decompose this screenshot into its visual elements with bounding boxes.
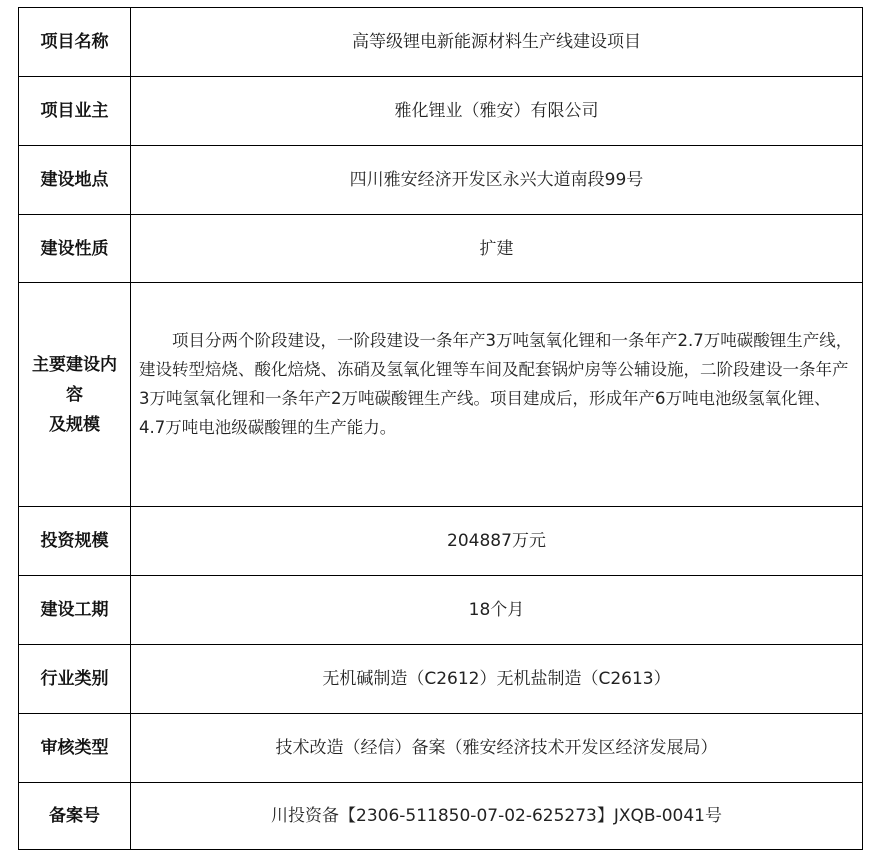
table-row xyxy=(19,576,863,645)
table-row xyxy=(19,146,863,215)
row-label-project-name: 项目名称 xyxy=(19,8,131,77)
row-label-duration: 建设工期 xyxy=(19,576,131,645)
table-row xyxy=(19,783,863,850)
row-value-industry: 无机碱制造（C2612）无机盐制造（C2613） xyxy=(131,645,863,714)
table-row xyxy=(19,77,863,146)
row-label-industry: 行业类别 xyxy=(19,645,131,714)
row-value-filing-number: 川投资备【2306-511850-07-02-625273】JXQB-0041号 xyxy=(131,783,863,850)
row-label-filing-number: 备案号 xyxy=(19,783,131,850)
table-row xyxy=(19,283,863,507)
row-label-nature: 建设性质 xyxy=(19,215,131,283)
row-label-content-scale xyxy=(19,283,131,507)
row-value-duration: 18个月 xyxy=(131,576,863,645)
row-value-nature: 扩建 xyxy=(131,215,863,283)
label-line: 及规模 xyxy=(49,414,100,435)
table-row xyxy=(19,714,863,783)
label-line: 主要建设内 xyxy=(32,354,117,375)
project-info-table xyxy=(18,7,863,850)
table-row xyxy=(19,507,863,576)
row-value-investment: 204887万元 xyxy=(131,507,863,576)
row-value-project-name: 高等级锂电新能源材料生产线建设项目 xyxy=(131,8,863,77)
row-label-review-type: 审核类型 xyxy=(19,714,131,783)
row-value-location: 四川雅安经济开发区永兴大道南段99号 xyxy=(131,146,863,215)
row-value-review-type: 技术改造（经信）备案（雅安经济技术开发区经济发展局） xyxy=(131,714,863,783)
row-value-content-scale xyxy=(131,283,863,507)
table-row xyxy=(19,8,863,77)
row-label-investment: 投资规模 xyxy=(19,507,131,576)
content-paragraph: 项目分两个阶段建设，一阶段建设一条年产3万吨氢氧化锂和一条年产2.7万吨碳酸锂生产线，建设转型焙烧、酸化焙烧、冻硝及氢氧化锂等车间及配套锅炉房等公辅设施，二阶段建设一条年产3万吨氢氧化锂和一条年产2万吨碳酸锂生产线。项目建成后，形成年产6万吨电池级氢氧化锂、4.7万吨电池级碳酸锂的生产能力。 xyxy=(139,330,853,437)
label-line: 容 xyxy=(66,384,83,405)
table-row xyxy=(19,215,863,283)
table-row xyxy=(19,645,863,714)
row-value-project-owner: 雅化锂业（雅安）有限公司 xyxy=(131,77,863,146)
row-label-project-owner: 项目业主 xyxy=(19,77,131,146)
row-label-location: 建设地点 xyxy=(19,146,131,215)
